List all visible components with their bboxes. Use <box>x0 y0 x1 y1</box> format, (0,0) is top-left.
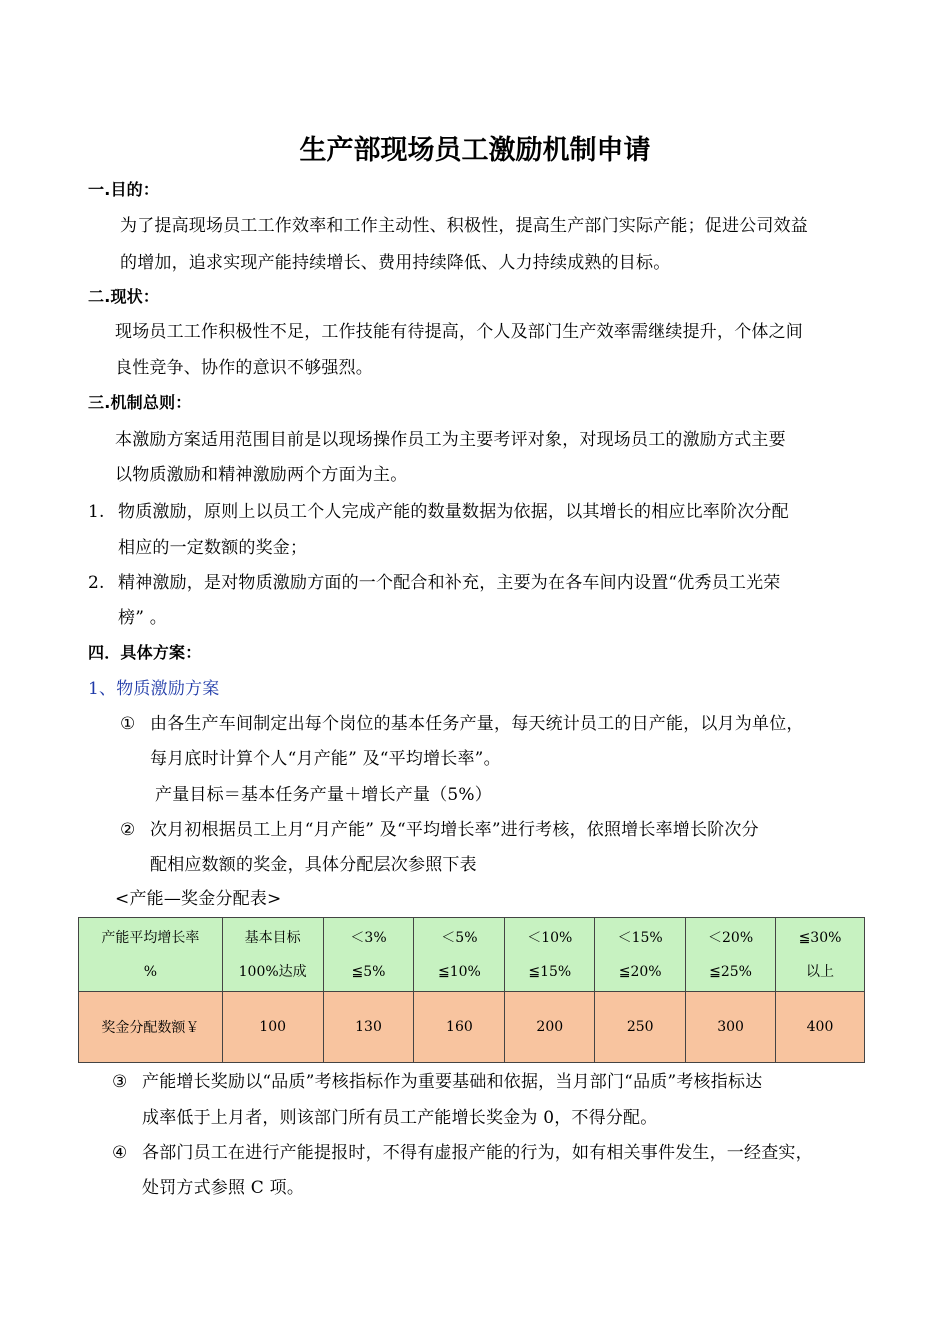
plan-point-4-line-2: 处罚方式参照 C 项。 <box>142 1178 305 1198</box>
plan-point-2-line-1: 次月初根据员工上月“月产能” 及“平均增长率”进行考核，依照增长率增长阶次分 <box>150 820 759 840</box>
principle-item-1-number: 1. <box>88 502 105 522</box>
document-title: 生产部现场员工激励机制申请 <box>299 135 651 166</box>
section-2-heading: 二.现状： <box>88 287 160 306</box>
section-2-line-2: 良性竞争、协作的意识不够强烈。 <box>115 358 373 378</box>
plan-point-3-line-2: 成率低于上月者，则该部门所有员工产能增长奖金为 0，不得分配。 <box>142 1108 658 1128</box>
section-2-line-1: 现场员工工作积极性不足，工作技能有待提高，个人及部门生产效率需继续提升，个体之间 <box>115 322 803 342</box>
section-1-line-2: 的增加，追求实现产能持续增长、费用持续降低、人力持续成熟的目标。 <box>120 253 671 273</box>
bonus-distribution-table <box>78 917 865 1063</box>
table-caption: <产能—奖金分配表> <box>115 889 282 909</box>
plan-point-1-line-1: 由各生产车间制定出每个岗位的基本任务产量，每天统计员工的日产能，以月为单位， <box>150 714 804 734</box>
table-cell: 300 <box>686 992 776 1063</box>
subsection-1-heading: 1、物质激励方案 <box>88 679 220 699</box>
section-3-heading: 三.机制总则： <box>88 393 192 412</box>
principle-item-1-line-2: 相应的一定数额的奖金； <box>118 538 308 558</box>
principle-item-2 <box>88 568 781 593</box>
section-3-line-2: 以物质激励和精神激励两个方面为主。 <box>115 465 408 485</box>
plan-point-3-mark: ③ <box>112 1072 128 1092</box>
table-cell: 160 <box>414 992 505 1063</box>
section-1-heading: 一.目的： <box>88 180 160 199</box>
plan-point-3-line-1: 产能增长奖励以“品质”考核指标作为重要基础和依据，当月部门“品质”考核指标达 <box>142 1072 763 1092</box>
table-cell: ＜20% ≦25% <box>686 918 776 992</box>
bonus-amount-row <box>79 992 865 1063</box>
table-cell: ＜10% ≦15% <box>505 918 595 992</box>
table-cell: ＜15% ≦20% <box>595 918 686 992</box>
table-cell: 200 <box>505 992 595 1063</box>
output-target-formula: 产量目标＝基本任务产量＋增长产量（5%） <box>155 785 492 805</box>
table-header-cell: 奖金分配数额￥ <box>79 992 223 1063</box>
plan-point-2-line-2: 配相应数额的奖金，具体分配层次参照下表 <box>150 855 477 875</box>
principle-item-2-line-1: 精神激励，是对物质激励方面的一个配合和补充，主要为在各车间内设置“优秀员工光荣 <box>118 573 781 593</box>
table-cell: 基本目标 100%达成 <box>222 918 323 992</box>
table-cell: ＜5% ≦10% <box>414 918 505 992</box>
principle-item-2-number: 2. <box>88 573 105 593</box>
plan-point-4 <box>112 1138 813 1163</box>
table-cell: ≦30% 以上 <box>776 918 865 992</box>
plan-point-4-mark: ④ <box>112 1143 128 1163</box>
plan-point-4-line-1: 各部门员工在进行产能提报时，不得有虚报产能的行为，如有相关事件发生，一经查实， <box>142 1143 813 1163</box>
plan-point-3 <box>112 1067 762 1092</box>
plan-point-1-mark: ① <box>120 714 136 734</box>
table-cell: ＜3% ≦5% <box>323 918 414 992</box>
growth-rate-row <box>79 918 865 992</box>
section-4-heading: 四．具体方案： <box>88 643 202 662</box>
principle-item-1-line-1: 物质激励，原则上以员工个人完成产能的数量数据为依据，以其增长的相应比率阶次分配 <box>118 502 789 522</box>
plan-point-1-line-2: 每月底时计算个人“月产能” 及“平均增长率”。 <box>150 749 501 769</box>
principle-item-1 <box>88 497 789 522</box>
plan-point-2 <box>120 815 759 840</box>
table-cell: 100 <box>222 992 323 1063</box>
principle-item-2-line-2: 榜” 。 <box>118 608 167 628</box>
table-cell: 250 <box>595 992 686 1063</box>
table-header-cell: 产能平均增长率 % <box>79 918 223 992</box>
plan-point-1 <box>120 709 804 734</box>
section-1-line-1: 为了提高现场员工工作效率和工作主动性、积极性，提高生产部门实际产能；促进公司效益 <box>120 216 808 236</box>
section-3-line-1: 本激励方案适用范围目前是以现场操作员工为主要考评对象，对现场员工的激励方式主要 <box>115 430 786 450</box>
table-cell: 400 <box>776 992 865 1063</box>
table-cell: 130 <box>323 992 414 1063</box>
plan-point-2-mark: ② <box>120 820 136 840</box>
